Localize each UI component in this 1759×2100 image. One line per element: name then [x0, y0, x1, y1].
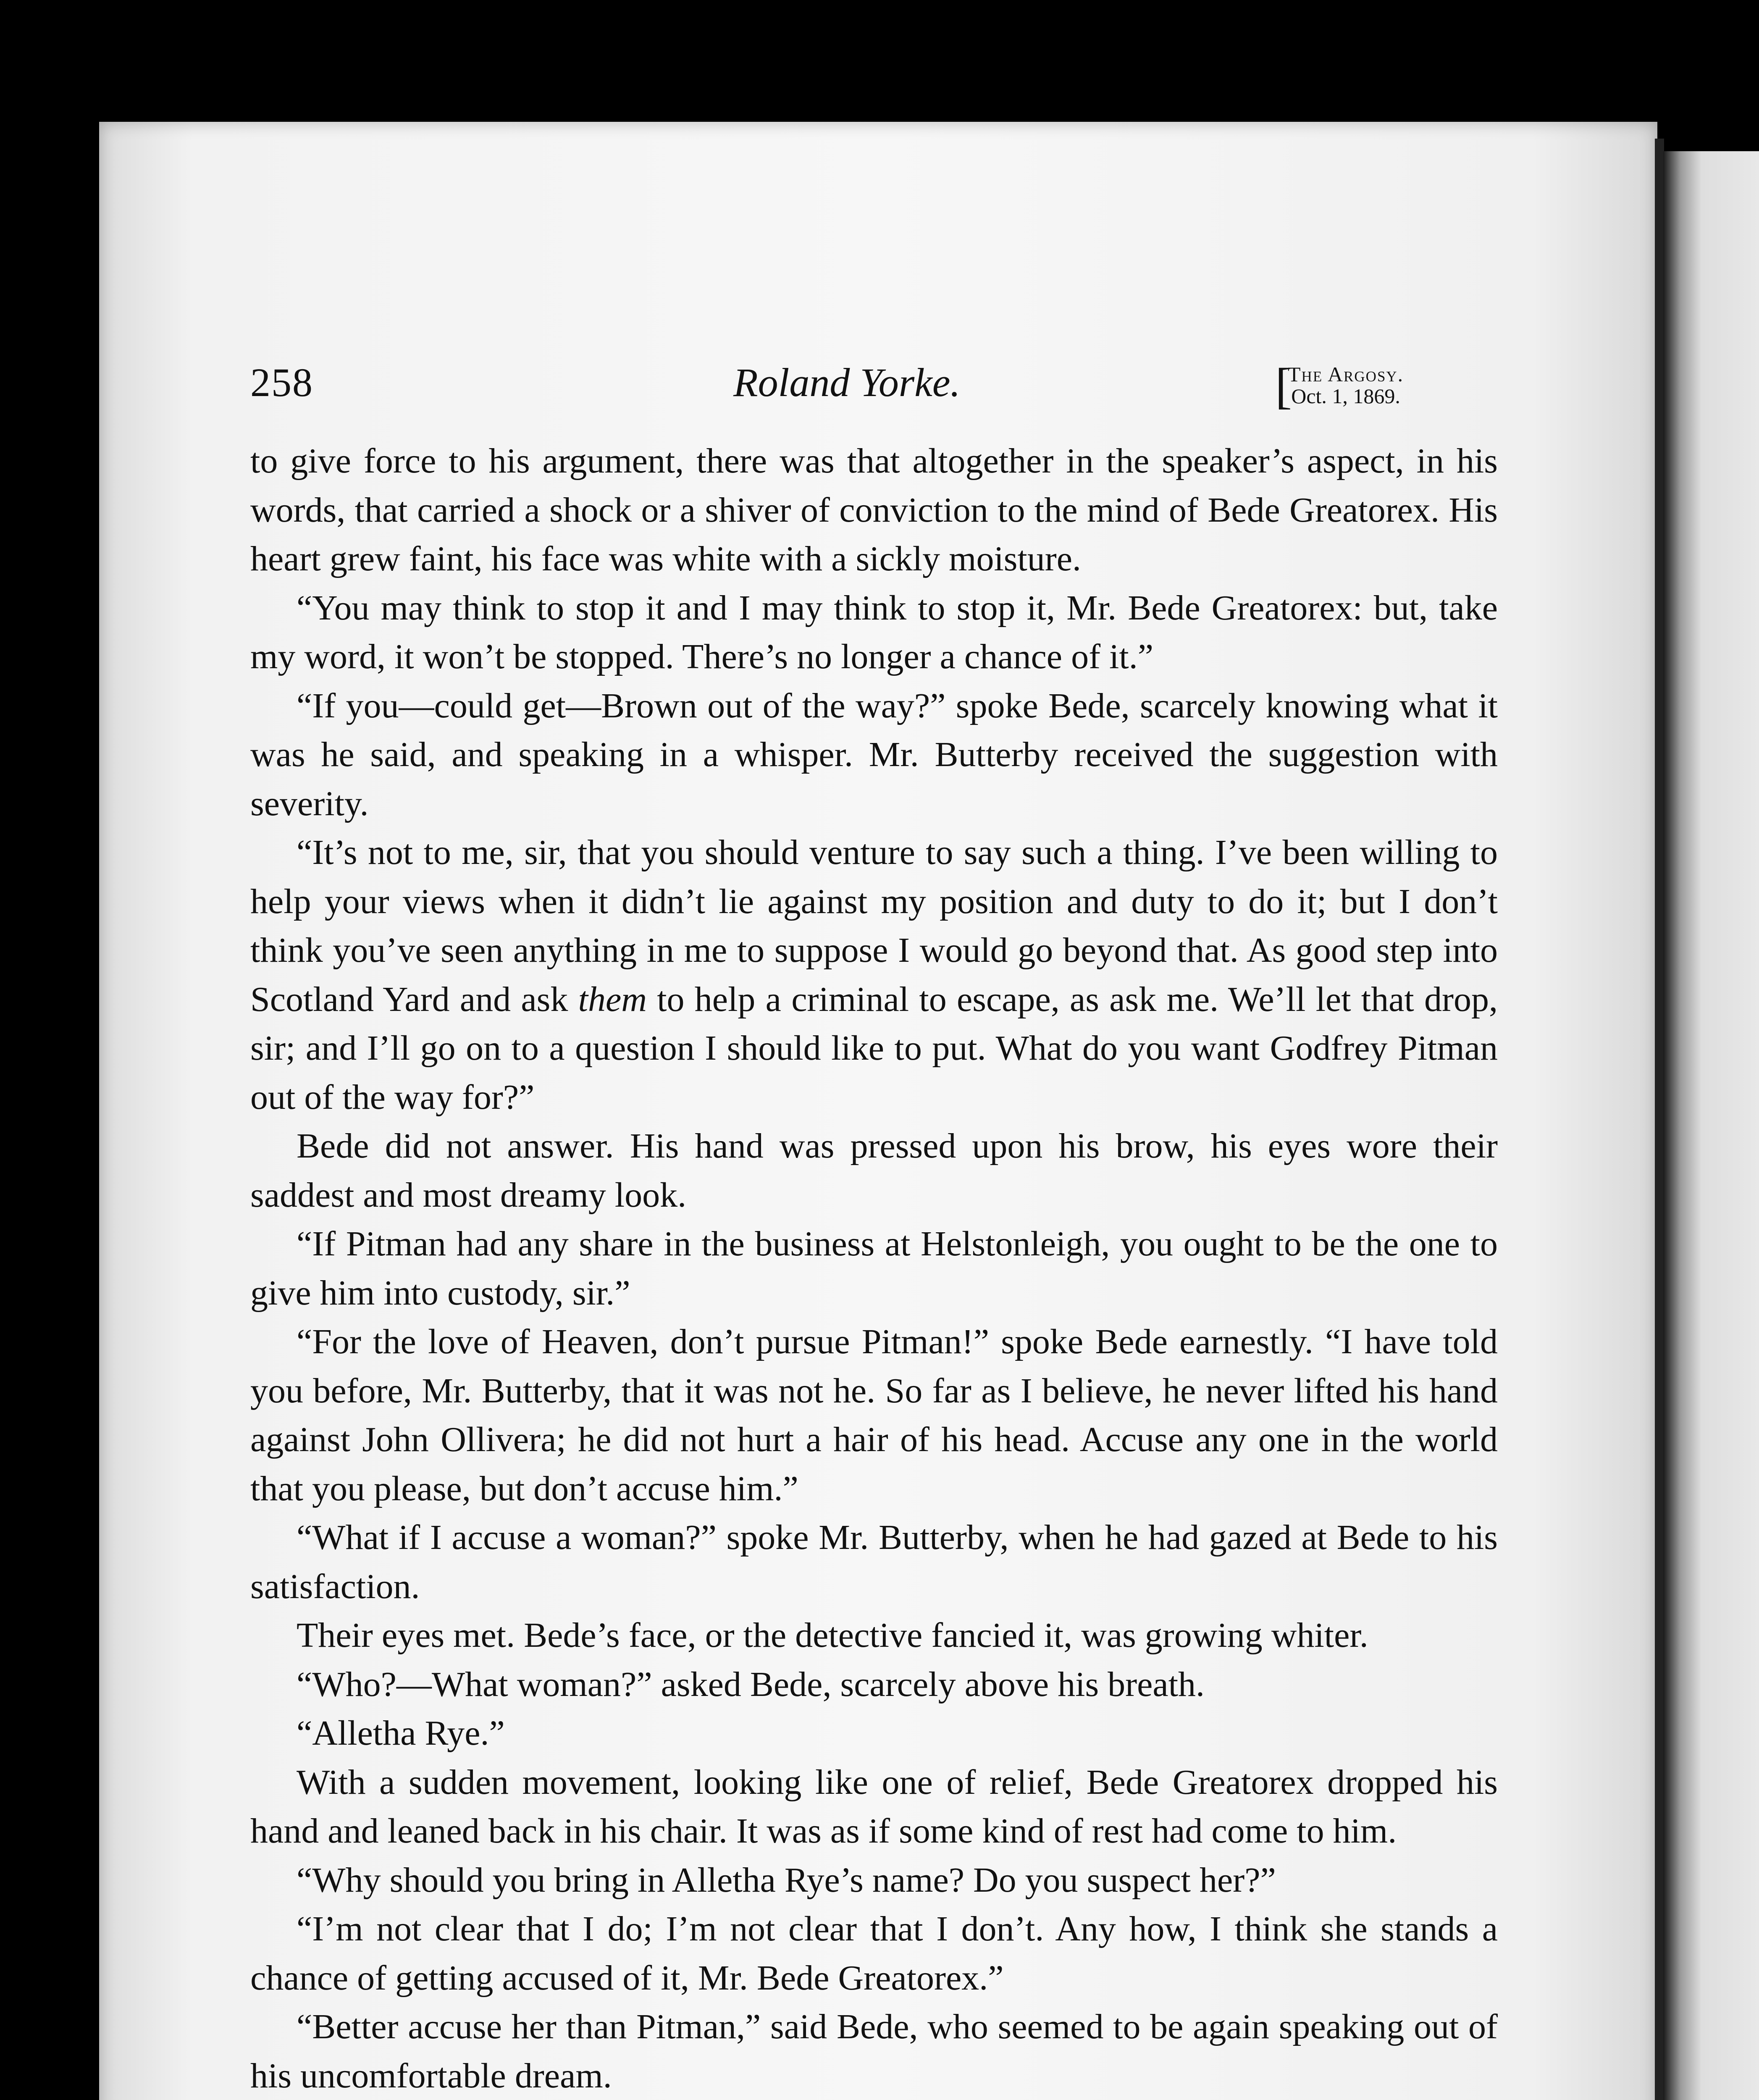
- journal-name: The Argosy.: [1288, 362, 1404, 386]
- paragraph: “I’m not clear that I do; I’m not clear that I don’t. Any how, I think she stands a chance of getting accused of it, Mr. Bede Greatorex.”: [250, 1909, 1498, 1998]
- paragraph: “You may think to stop it and I may think to stop it, Mr. Bede Greatorex: but, take my word, it won’t be stopped. There’s no longer a chance of it.”: [250, 588, 1498, 676]
- page-number: 258: [250, 360, 313, 405]
- paragraph: Bede did not answer. His hand was pressed upon his brow, his eyes wore their saddest and most dreamy look.: [250, 1126, 1498, 1215]
- paragraph: Their eyes met. Bede’s face, or the detective fancied it, was growing whiter.: [297, 1616, 1368, 1655]
- paragraph: “If Pitman had any share in the business at Helstonleigh, you ought to be the one to give him into custody, sir.”: [250, 1224, 1498, 1312]
- paragraph: “Why should you bring in Alletha Rye’s name? Do you suspect her?”: [297, 1860, 1276, 1900]
- paragraph: to give force to his argument, there was that altogether in the speaker’s aspect, in his words, that carried a shock or a shiver of conviction to the mind of Bede Greatorex. His heart grew faint, his face was white with a sickly moisture.: [250, 441, 1498, 578]
- bracket-glyph: [: [1275, 358, 1292, 414]
- journal-citation: [1275, 358, 1404, 414]
- running-title: Roland Yorke.: [733, 360, 961, 405]
- paragraph: “Who?—What woman?” asked Bede, scarcely above his breath.: [297, 1664, 1205, 1704]
- paragraph: “For the love of Heaven, don’t pursue Pitman!” spoke Bede earnestly. “I have told you before, Mr. Butterby, that it was not he. So far as I believe, he never lifted his hand against John Ollivera; he did not hurt a hair of his head. Accuse any one in the world that you please, but don’t accuse him.”: [250, 1322, 1498, 1508]
- paragraph: “Better accuse her than Pitman,” said Bede, who seemed to be again speaking out of his uncomfortable dream.: [250, 2007, 1498, 2095]
- paragraph: “If you—could get—Brown out of the way?” spoke Bede, scarcely knowing what it was he said, and speaking in a whisper. Mr. Butterby received the suggestion with severity.: [250, 686, 1498, 823]
- paragraph: “Alletha Rye.”: [297, 1714, 505, 1753]
- paragraph: With a sudden movement, looking like one of relief, Bede Greatorex dropped his hand and leaned back in his chair. It was as if some kind of rest had come to him.: [250, 1762, 1498, 1851]
- paragraph: “It’s not to me, sir, that you should venture to say such a thing. I’ve been willing to help your views when it didn’t lie against my position and duty to do it; but I don’t think you’ve seen anything in me to suppose I would go beyond that. As good step into Scotland Yard and ask them to help a criminal to escape, as ask me. We’ll let that drop, sir; and I’ll go on to a question I should like to put. What do you want Godfrey Pitman out of the way for?”: [250, 833, 1498, 1117]
- page-gutter-shadow: [1655, 139, 1664, 2100]
- running-head: [250, 359, 1498, 414]
- journal-date: Oct. 1, 1869.: [1291, 384, 1400, 408]
- paragraph: “What if I accuse a woman?” spoke Mr. Butterby, when he had gazed at Bede to his satisfaction.: [250, 1518, 1498, 1606]
- facing-page-edge: [1663, 151, 1759, 2100]
- body-text: [250, 437, 1498, 2100]
- emphasis: them: [578, 979, 647, 1019]
